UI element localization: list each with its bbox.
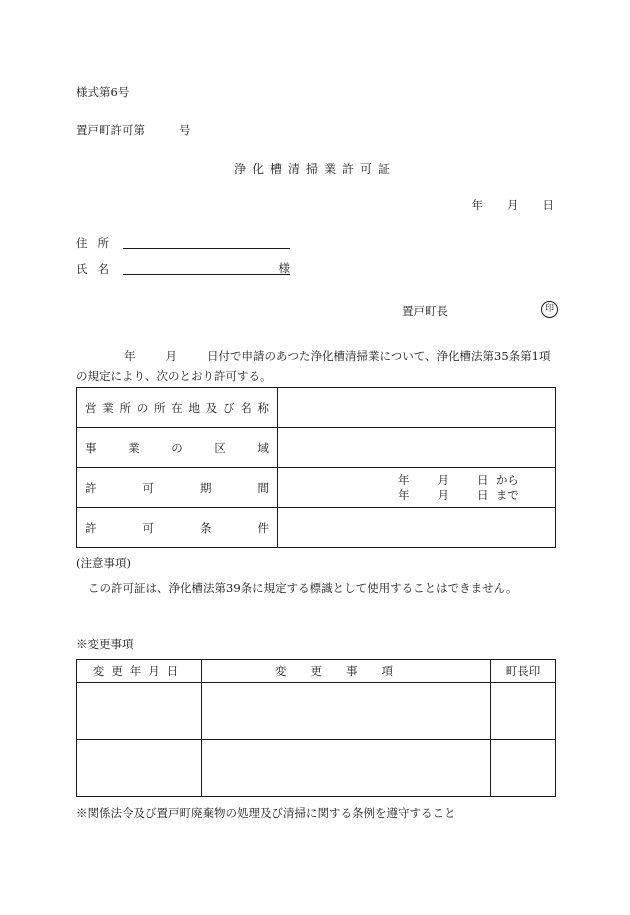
permit-number [76, 122, 191, 138]
table-row [77, 740, 556, 797]
statement-month: 月 [165, 349, 177, 363]
permit-period-label [77, 468, 278, 508]
statement-line1: 日付で申請のあつた浄化槽清掃業について、浄化槽法第35条第1項 [207, 349, 551, 363]
permit-period-value[interactable] [278, 468, 556, 508]
change-date-header: 変更年月日 [77, 660, 202, 683]
document-title: 浄化槽清掃業許可証 [233, 162, 396, 176]
period-from: 年 月 日 から [398, 472, 519, 487]
name-field[interactable] [123, 260, 290, 275]
business-area-value[interactable] [278, 428, 556, 468]
table-row [77, 683, 556, 740]
mayor-seal-cell[interactable] [491, 740, 556, 797]
address-field[interactable] [123, 234, 290, 249]
period-to: 年 月 日 まで [398, 487, 519, 502]
issue-date-day: 日 [542, 198, 554, 212]
mayor-seal-header: 町長印 [491, 660, 556, 683]
changes-table [76, 659, 556, 797]
change-item-cell[interactable] [202, 683, 491, 740]
notice-text: この許可証は、浄化槽法第39条に規定する標識として使用することはできません。 [88, 581, 518, 595]
permit-conditions-value[interactable] [278, 508, 556, 548]
address-label: 住所 [76, 236, 119, 250]
seal-mark-icon: 印 [541, 301, 558, 318]
change-date-cell[interactable] [77, 683, 202, 740]
issue-date-month: 月 [507, 198, 519, 212]
permit-number-suffix: 号 [179, 123, 191, 137]
change-date-cell[interactable] [77, 740, 202, 797]
office-location-value[interactable] [278, 388, 556, 428]
mayor-title: 置戸町長 [402, 304, 448, 318]
row-label-text: 許 可 条 件 [85, 520, 269, 535]
issue-date-year: 年 [471, 198, 483, 212]
change-item-cell[interactable] [202, 740, 491, 797]
issue-date [448, 197, 555, 213]
statement-line2: の規定により、次のとおり許可する。 [76, 369, 272, 383]
table-row [77, 468, 556, 508]
change-item-header: 変更事項 [202, 660, 491, 683]
name-honorific: 様 [278, 261, 290, 275]
table-row [77, 428, 556, 468]
footer-note: ※関係法令及び置戸町廃棄物の処理及び清掃に関する条例を遵守すること [76, 806, 456, 820]
office-location-label [77, 388, 278, 428]
form-number: 様式第6号 [76, 85, 130, 99]
table-header-row [77, 660, 556, 683]
business-area-label [77, 428, 278, 468]
name-label: 氏名 [76, 262, 119, 276]
table-row [77, 388, 556, 428]
permit-details-table [76, 387, 556, 548]
mayor-seal-cell[interactable] [491, 683, 556, 740]
row-label-text: 事 業 の 区 域 [85, 440, 269, 455]
permit-conditions-label [77, 508, 278, 548]
statement-year: 年 [124, 349, 136, 363]
table-row [77, 508, 556, 548]
permit-statement [76, 346, 556, 386]
permit-number-prefix: 置戸町許可第 [76, 123, 145, 137]
row-label-text: 営 業 所 の 所 在 地 及 び 名 称 [85, 400, 269, 415]
row-label-text: 許 可 期 間 [85, 480, 269, 495]
notice-heading: (注意事項) [76, 556, 131, 570]
changes-heading: ※変更事項 [76, 637, 134, 651]
